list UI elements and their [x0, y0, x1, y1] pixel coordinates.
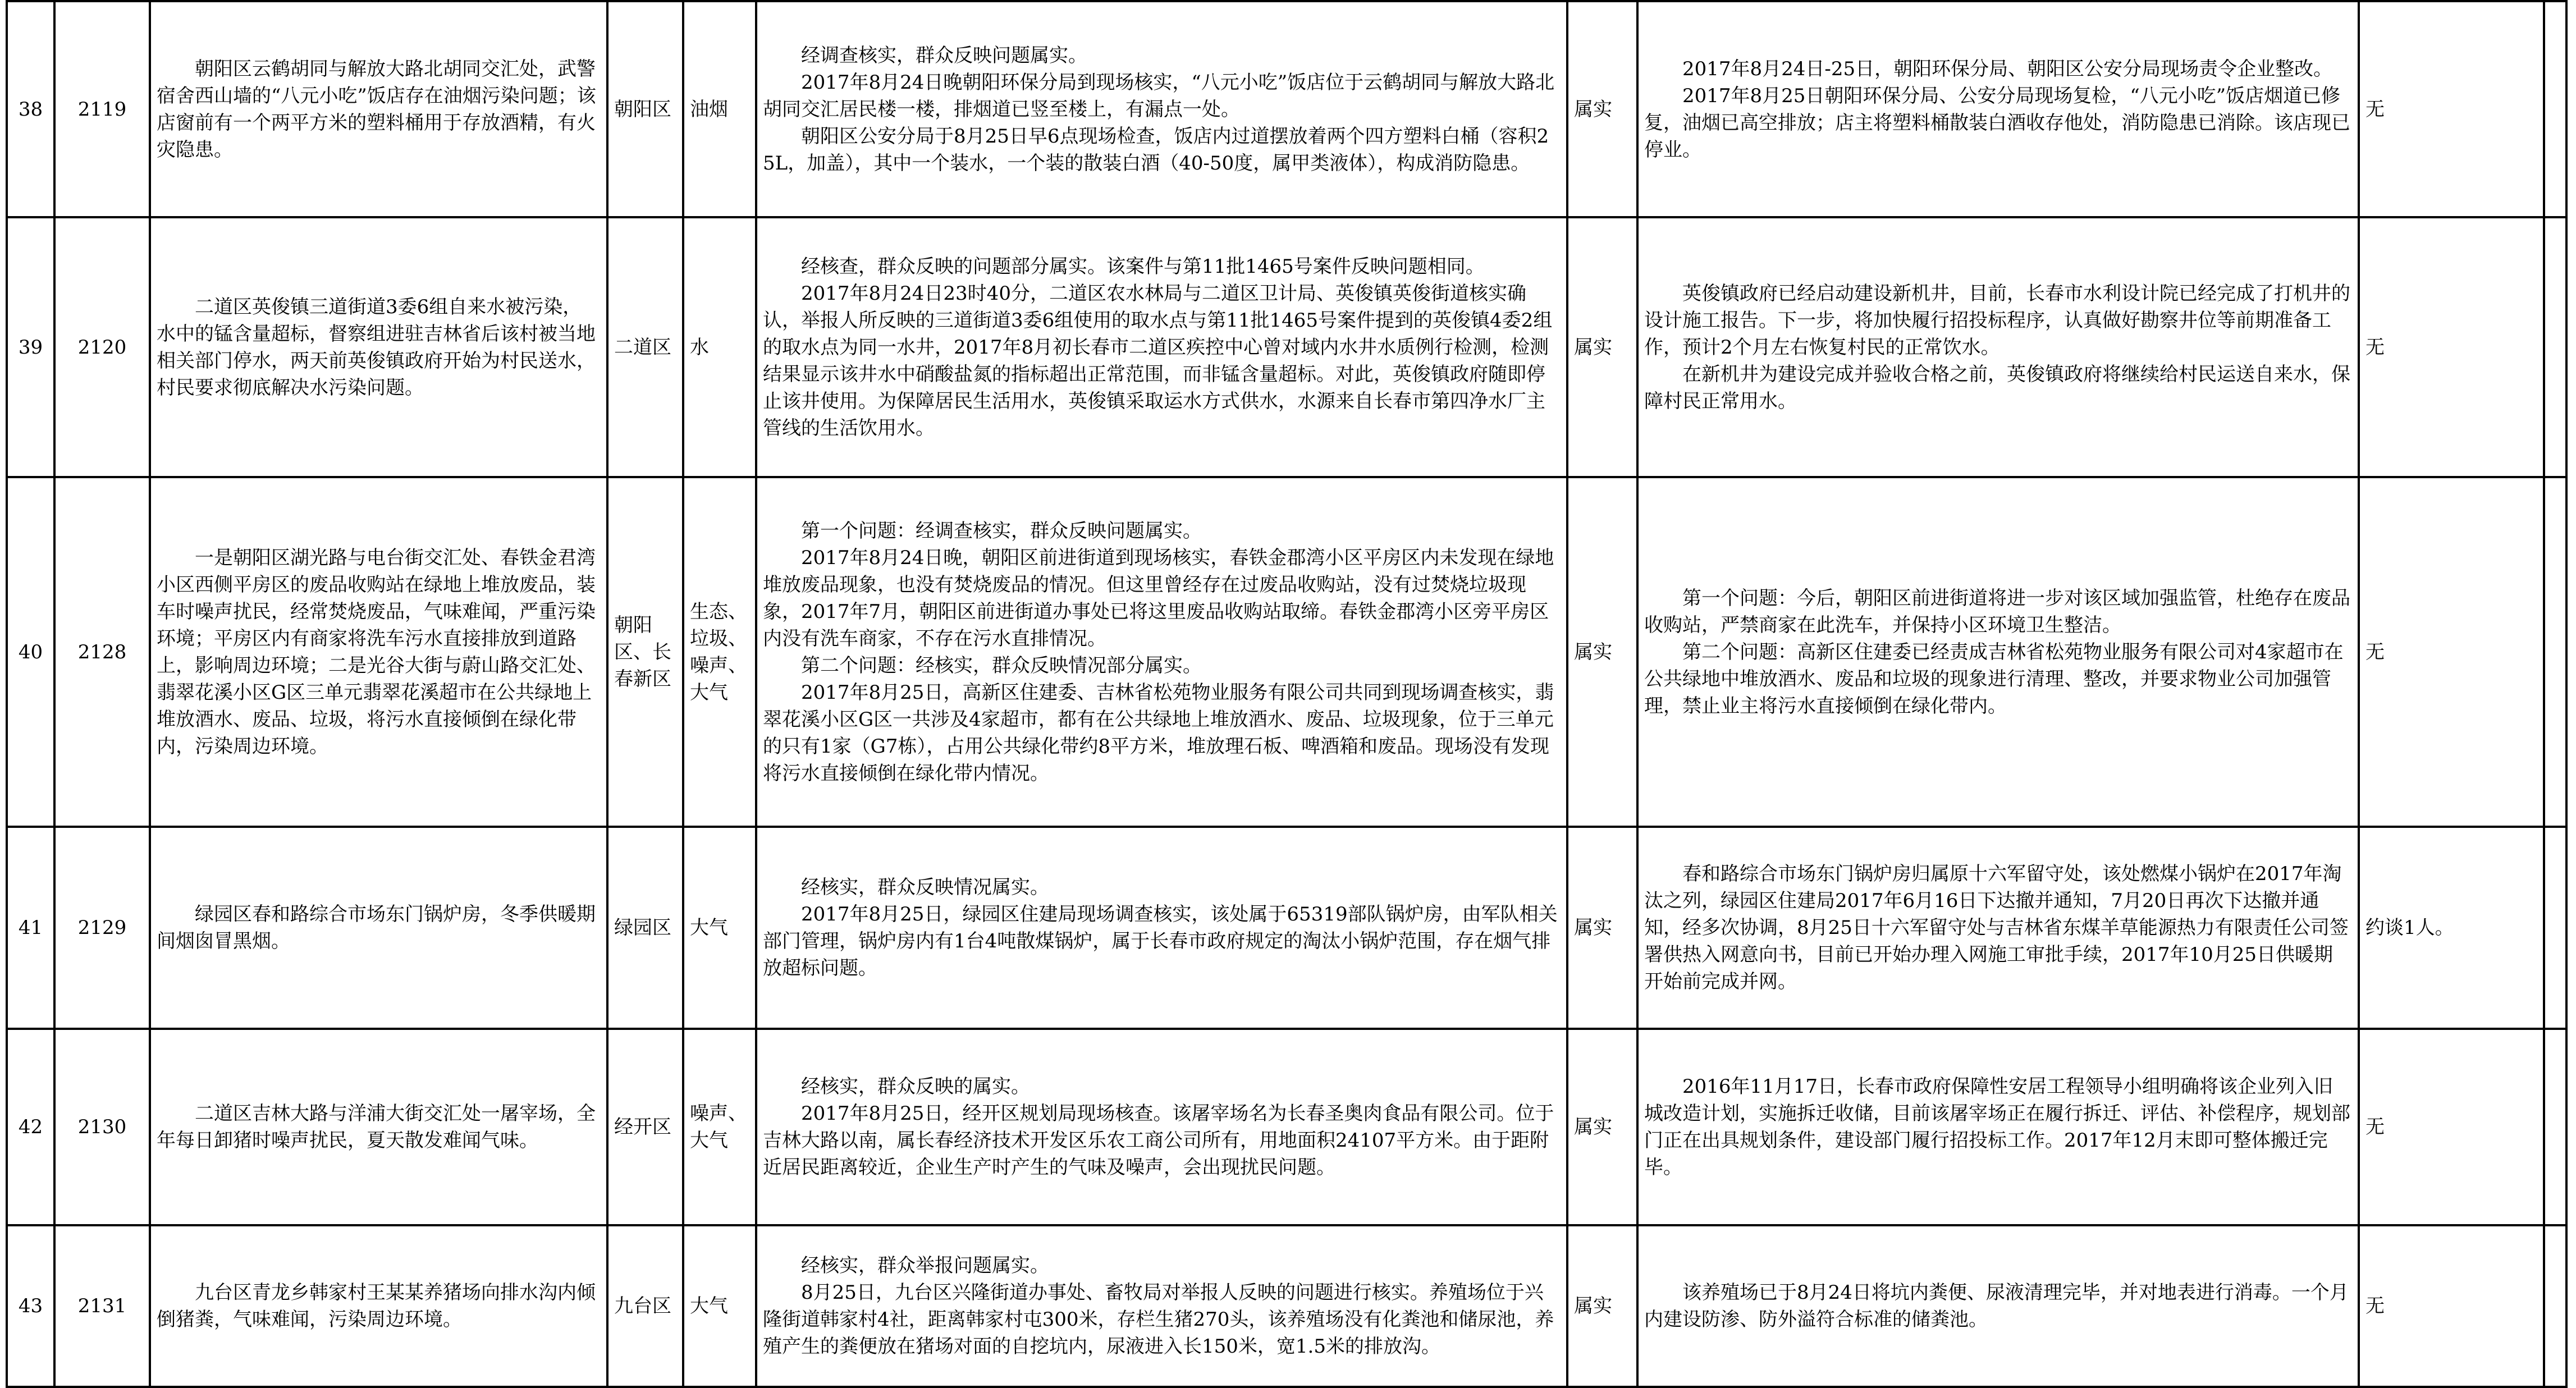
complaint-paragraph: 一是朝阳区湖光路与电台街交汇处、春铁金君湾小区西侧平房区的废品收购站在绿地上堆放废品，装车时噪声扰民，经常焚烧废品，气味难闻，严重污染环境；平房区内有商家将洗车污水直接排放到道路上，影响周边环境；二是光谷大街与蔚山路交汇处、翡翠花溪小区G区三单元翡翠花溪超市在公共绿地上堆放酒水、废品、垃圾，将污水直接倾倒在绿化带内，污染周边环境。	[157, 546, 596, 758]
investigation-text	[756, 827, 1567, 1029]
table-row	[7, 217, 2566, 477]
handling-text	[1637, 827, 2359, 1029]
investigation-text	[756, 217, 1567, 477]
handling-paragraph: 第二个问题：高新区住建委已经责成吉林省松苑物业服务有限公司对4家超市在公共绿地中堆放酒水、废品和垃圾的现象进行清理、整改，并要求物业公司加强管理，禁止业主将污水直接倾倒在绿化带内。	[1644, 640, 2344, 717]
accountability: 无	[2359, 477, 2566, 827]
investigation-paragraph: 经核实，群众反映情况属实。	[801, 876, 1049, 899]
handling-text	[1637, 1, 2359, 217]
district: 朝阳区	[607, 1, 683, 217]
row-number: 40	[7, 477, 54, 827]
handling-paragraph: 在新机井为建设完成并验收合格之前，英俊镇政府将继续给村民运送自来水，保障村民正常用水。	[1644, 363, 2350, 413]
row-number: 42	[7, 1029, 54, 1225]
verified-status: 属实	[1567, 827, 1637, 1029]
table-body	[7, 1, 2566, 1387]
complaint-text	[150, 827, 607, 1029]
complaint-text	[150, 217, 607, 477]
case-id: 2129	[54, 827, 150, 1029]
investigation-text	[756, 477, 1567, 827]
case-id: 2130	[54, 1029, 150, 1225]
accountability: 无	[2359, 1225, 2566, 1387]
complaint-text	[150, 1, 607, 217]
table-row	[7, 1225, 2566, 1387]
accountability: 无	[2359, 1, 2566, 217]
investigation-paragraph: 朝阳区公安分局于8月25日早6点现场检查，饭店内过道摆放着两个四方塑料白桶（容积25L，加盖），其中一个装水，一个装的散装白酒（40-50度，属甲类液体），构成消防隐患。	[763, 125, 1549, 175]
handling-paragraph: 2017年8月25日朝阳环保分局、公安分局现场复检，“八元小吃”饭店烟道已修复，油烟已高空排放；店主将塑料桶散装白酒收存他处，消防隐患已消除。该店现已停业。	[1644, 84, 2350, 161]
handling-paragraph: 第一个问题：今后，朝阳区前进街道将进一步对该区域加强监管，杜绝存在废品收购站，严禁商家在此洗车，并保持小区环境卫生整洁。	[1644, 587, 2350, 636]
accountability: 约谈1人。	[2359, 827, 2566, 1029]
row-number: 38	[7, 1, 54, 217]
pollution-type: 油烟	[683, 1, 756, 217]
table-row	[7, 1029, 2566, 1225]
handling-paragraph: 2016年11月17日，长春市政府保障性安居工程领导小组明确将该企业列入旧城改造计划，实施拆迁收储，目前该屠宰场正在履行拆迁、评估、补偿程序，规划部门正在出具规划条件，建设部门履行招投标工作。2017年12月末即可整体搬迁完毕。	[1644, 1075, 2350, 1179]
complaint-paragraph: 九台区青龙乡韩家村王某某养猪场向排水沟内倾倒猪粪，气味难闻，污染周边环境。	[157, 1281, 596, 1331]
investigation-text	[756, 1029, 1567, 1225]
accountability: 无	[2359, 217, 2566, 477]
handling-paragraph: 英俊镇政府已经启动建设新机井，目前，长春市水利设计院已经完成了打机井的设计施工报告。下一步，将加快履行招投标程序，认真做好勘察井位等前期准备工作，预计2个月左右恢复村民的正常饮水。	[1644, 282, 2350, 359]
handling-paragraph: 春和路综合市场东门锅炉房归属原十六军留守处，该处燃煤小锅炉在2017年淘汰之列，绿园区住建局2017年6月16日下达撤并通知，7月20日再次下达撤并通知，经多次协调，8月25日十六军留守处与吉林省东煤羊草能源热力有限责任公司签署供热入网意向书，目前已开始办理入网施工审批手续，2017年10月25日供暖期开始前完成并网。	[1644, 863, 2349, 993]
pollution-type: 噪声、大气	[683, 1029, 756, 1225]
handling-paragraph: 该养殖场已于8月24日将坑内粪便、尿液清理完毕，并对地表进行消毒。一个月内建设防渗、防外溢符合标准的储粪池。	[1644, 1281, 2349, 1331]
handling-text	[1637, 1029, 2359, 1225]
investigation-paragraph: 经核实，群众反映的属实。	[801, 1075, 1030, 1098]
complaint-paragraph: 二道区吉林大路与洋浦大街交汇处一屠宰场，全年每日卸猪时噪声扰民，夏天散发难闻气味。	[157, 1102, 596, 1152]
row-number: 43	[7, 1225, 54, 1387]
accountability: 无	[2359, 1029, 2566, 1225]
district: 绿园区	[607, 827, 683, 1029]
verified-status: 属实	[1567, 1029, 1637, 1225]
table-row	[7, 1, 2566, 217]
investigation-text	[756, 1, 1567, 217]
investigation-paragraph: 2017年8月25日，绿园区住建局现场调查核实，该处属于65319部队锅炉房，由军队相关部门管理，锅炉房内有1台4吨散煤锅炉，属于长春市政府规定的淘汰小锅炉范围，存在烟气排放超标问题。	[763, 903, 1558, 979]
case-id: 2128	[54, 477, 150, 827]
pollution-type: 水	[683, 217, 756, 477]
handling-paragraph: 2017年8月24日-25日，朝阳环保分局、朝阳区公安分局现场责令企业整改。	[1682, 57, 2333, 80]
right-border-line	[2543, 0, 2576, 1386]
case-id: 2120	[54, 217, 150, 477]
investigation-text	[756, 1225, 1567, 1387]
district: 经开区	[607, 1029, 683, 1225]
row-number: 39	[7, 217, 54, 477]
investigation-paragraph: 2017年8月24日晚，朝阳区前进街道到现场核实，春铁金郡湾小区平房区内未发现在绿地堆放废品现象，也没有焚烧废品的情况。但这里曾经存在过废品收购站，没有过焚烧垃圾现象，2017年7月，朝阳区前进街道办事处已将这里废品收购站取缔。春铁金郡湾小区旁平房区内没有洗车商家，不存在污水直排情况。	[763, 546, 1554, 650]
handling-text	[1637, 477, 2359, 827]
table-row	[7, 827, 2566, 1029]
case-id: 2119	[54, 1, 150, 217]
complaint-text	[150, 477, 607, 827]
investigation-paragraph: 2017年8月24日晚朝阳环保分局到现场核实，“八元小吃”饭店位于云鹤胡同与解放大路北胡同交汇居民楼一楼，排烟道已竖至楼上，有漏点一处。	[763, 71, 1555, 121]
complaint-text	[150, 1029, 607, 1225]
verified-status: 属实	[1567, 217, 1637, 477]
verified-status: 属实	[1567, 1225, 1637, 1387]
handling-text	[1637, 217, 2359, 477]
investigation-paragraph: 第一个问题：经调查核实，群众反映问题属实。	[801, 519, 1202, 542]
row-number: 41	[7, 827, 54, 1029]
district: 九台区	[607, 1225, 683, 1387]
case-table	[6, 0, 2568, 1388]
investigation-paragraph: 8月25日，九台区兴隆街道办事处、畜牧局对举报人反映的问题进行核实。养殖场位于兴隆街道韩家村4社，距离韩家村屯300米，存栏生猪270头，该养殖场没有化粪池和储尿池，养殖产生的粪便放在猪场对面的自挖坑内，尿液进入长150米，宽1.5米的排放沟。	[763, 1281, 1554, 1358]
district: 朝阳区、长春新区	[607, 477, 683, 827]
investigation-paragraph: 第二个问题：经核实，群众反映情况部分属实。	[801, 654, 1202, 677]
complaint-paragraph: 朝阳区云鹤胡同与解放大路北胡同交汇处，武警宿舍西山墙的“八元小吃”饭店存在油烟污染问题；该店窗前有一个两平方米的塑料桶用于存放酒精，有火灾隐患。	[157, 57, 596, 161]
complaint-text	[150, 1225, 607, 1387]
pollution-type: 大气	[683, 827, 756, 1029]
investigation-paragraph: 2017年8月24日23时40分，二道区农水林局与二道区卫计局、英俊镇英俊街道核实确认，举报人所反映的三道街道3委6组使用的取水点与第11批1465号案件提到的英俊镇4委2组的取水点为同一水井，2017年8月初长春市二道区疾控中心曾对域内水井水质例行检测，检测结果显示该井水中硝酸盐氮的指标超出正常范围，而非锰含量超标。对此，英俊镇政府随即停止该井使用。为保障居民生活用水，英俊镇采取运水方式供水，水源来自长春市第四净水厂主管线的生活饮用水。	[763, 282, 1553, 439]
pollution-type: 生态、垃圾、噪声、大气	[683, 477, 756, 827]
district: 二道区	[607, 217, 683, 477]
investigation-paragraph: 2017年8月25日，高新区住建委、吉林省松苑物业服务有限公司共同到现场调查核实，翡翠花溪小区G区一共涉及4家超市，都有在公共绿地上堆放酒水、废品、垃圾现象，位于三单元的只有1家（G7栋），占用公共绿化带约8平方米，堆放理石板、啤酒箱和废品。现场没有发现将污水直接倾倒在绿化带内情况。	[763, 681, 1554, 785]
investigation-paragraph: 经核实，群众举报问题属实。	[801, 1254, 1049, 1277]
verified-status: 属实	[1567, 1, 1637, 217]
pollution-type: 大气	[683, 1225, 756, 1387]
investigation-paragraph: 2017年8月25日，经开区规划局现场核查。该屠宰场名为长春圣奥肉食品有限公司。位于吉林大路以南，属长春经济技术开发区乐农工商公司所有，用地面积24107平方米。由于距附近居民距离较近，企业生产时产生的气味及噪声，会出现扰民问题。	[763, 1102, 1554, 1179]
complaint-paragraph: 二道区英俊镇三道街道3委6组自来水被污染，水中的锰含量超标，督察组进驻吉林省后该村被当地相关部门停水，两天前英俊镇政府开始为村民送水，村民要求彻底解决水污染问题。	[157, 295, 596, 399]
case-id: 2131	[54, 1225, 150, 1387]
complaint-paragraph: 绿园区春和路综合市场东门锅炉房，冬季供暖期间烟囱冒黑烟。	[157, 903, 596, 952]
investigation-paragraph: 经核查，群众反映的问题部分属实。该案件与第11批1465号案件反映问题相同。	[801, 255, 1485, 278]
table-row	[7, 477, 2566, 827]
investigation-paragraph: 经调查核实，群众反映问题属实。	[801, 44, 1087, 67]
handling-text	[1637, 1225, 2359, 1387]
verified-status: 属实	[1567, 477, 1637, 827]
